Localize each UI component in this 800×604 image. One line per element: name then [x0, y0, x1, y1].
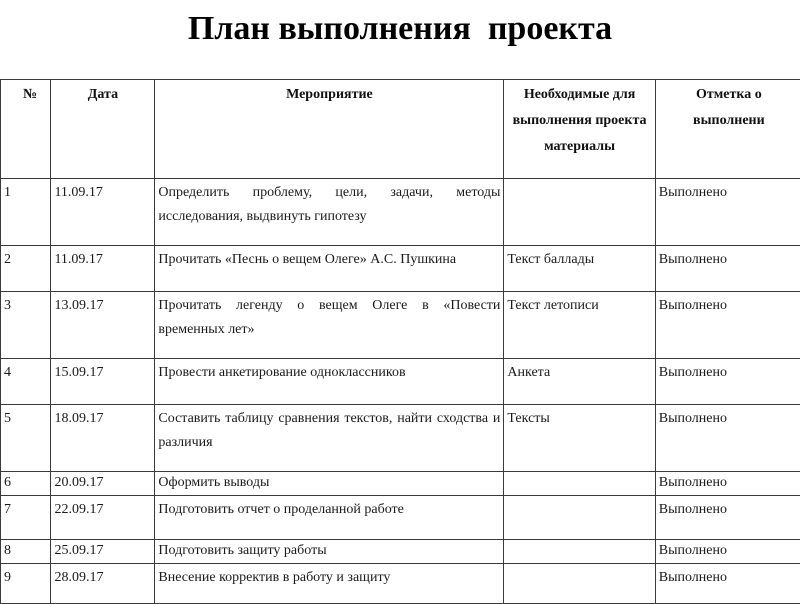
- cell-event: Провести анкетирование одноклассников: [155, 359, 504, 405]
- header-materials: Необходимые для выполнения проекта материалы: [504, 80, 655, 179]
- cell-materials: Текст баллады: [504, 246, 655, 292]
- table-row: [1, 292, 800, 359]
- table-row: [1, 472, 800, 496]
- cell-num: 3: [1, 292, 51, 359]
- cell-date: 25.09.17: [51, 540, 155, 564]
- cell-event: Составить таблицу сравнения текстов, найти сходства и различия: [155, 405, 504, 472]
- cell-num: 5: [1, 405, 51, 472]
- table-row: [1, 405, 800, 472]
- cell-num: 6: [1, 472, 51, 496]
- cell-num: 7: [1, 496, 51, 540]
- cell-status: Выполнено: [655, 405, 800, 472]
- cell-status: Выполнено: [655, 292, 800, 359]
- table-row: [1, 359, 800, 405]
- cell-date: 22.09.17: [51, 496, 155, 540]
- cell-event: Подготовить отчет о проделанной работе: [155, 496, 504, 540]
- project-plan-table: [0, 79, 800, 604]
- cell-date: 15.09.17: [51, 359, 155, 405]
- cell-num: 4: [1, 359, 51, 405]
- cell-materials: [504, 564, 655, 604]
- table-row: [1, 540, 800, 564]
- header-event: Мероприятие: [155, 80, 504, 179]
- cell-status: Выполнено: [655, 540, 800, 564]
- cell-materials: Тексты: [504, 405, 655, 472]
- cell-num: 9: [1, 564, 51, 604]
- cell-date: 20.09.17: [51, 472, 155, 496]
- cell-status: Выполнено: [655, 246, 800, 292]
- table-header-row: [1, 80, 800, 179]
- cell-num: 2: [1, 246, 51, 292]
- table-row: [1, 564, 800, 604]
- table-row: [1, 246, 800, 292]
- cell-materials: Текст летописи: [504, 292, 655, 359]
- cell-materials: [504, 472, 655, 496]
- cell-date: 11.09.17: [51, 246, 155, 292]
- cell-date: 28.09.17: [51, 564, 155, 604]
- header-status: Отметка о выполнени: [655, 80, 800, 179]
- cell-event: Прочитать «Песнь о вещем Олеге» А.С. Пушкина: [155, 246, 504, 292]
- cell-date: 13.09.17: [51, 292, 155, 359]
- cell-status: Выполнено: [655, 359, 800, 405]
- cell-date: 18.09.17: [51, 405, 155, 472]
- cell-status: Выполнено: [655, 496, 800, 540]
- cell-materials: [504, 496, 655, 540]
- cell-status: Выполнено: [655, 472, 800, 496]
- cell-num: 1: [1, 179, 51, 246]
- cell-event: Подготовить защиту работы: [155, 540, 504, 564]
- cell-event: Внесение корректив в работу и защиту: [155, 564, 504, 604]
- header-num: №: [1, 80, 51, 179]
- cell-materials: Анкета: [504, 359, 655, 405]
- cell-event: Оформить выводы: [155, 472, 504, 496]
- page-title: План выполнения проекта: [0, 10, 800, 48]
- cell-status: Выполнено: [655, 564, 800, 604]
- table-row: [1, 496, 800, 540]
- cell-status: Выполнено: [655, 179, 800, 246]
- header-date: Дата: [51, 80, 155, 179]
- cell-num: 8: [1, 540, 51, 564]
- cell-date: 11.09.17: [51, 179, 155, 246]
- cell-event: Прочитать легенду о вещем Олеге в «Повести временных лет»: [155, 292, 504, 359]
- cell-event: Определить проблему, цели, задачи, методы исследования, выдвинуть гипотезу: [155, 179, 504, 246]
- table-row: [1, 179, 800, 246]
- cell-materials: [504, 540, 655, 564]
- cell-materials: [504, 179, 655, 246]
